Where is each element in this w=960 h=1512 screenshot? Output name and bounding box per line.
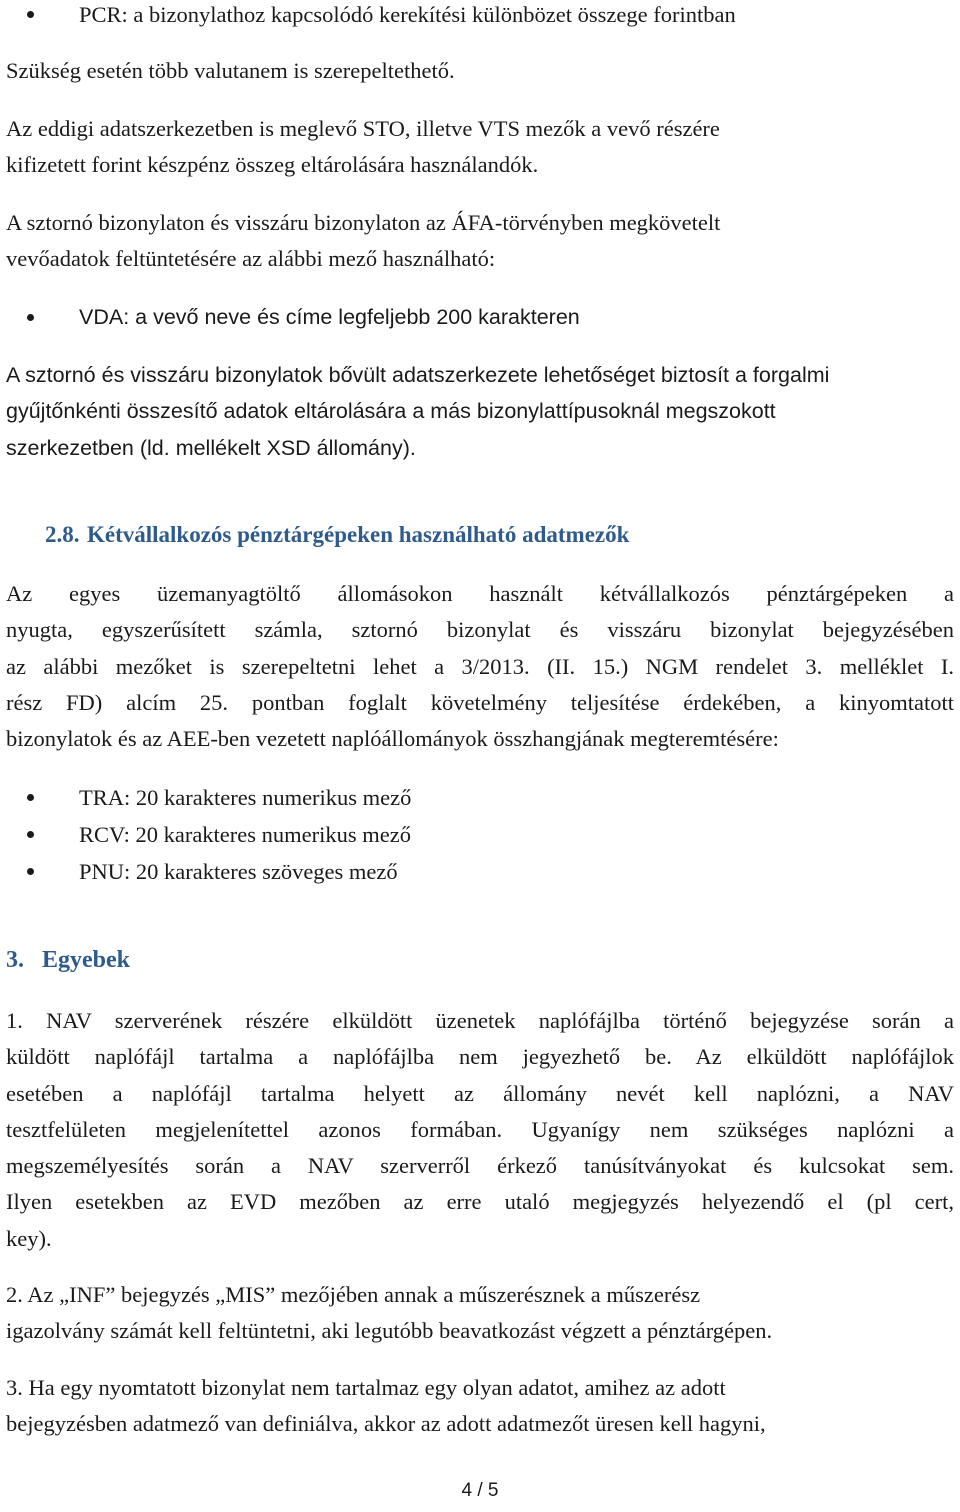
pcr-bullet-list (6, 0, 954, 33)
paragraph-ketvallalkozos: Az egyes üzemanyagtöltő állomásokon használt kétvállalkozós pénztárgépeken a nyugta, egyszerűsített számla, sztornó bizonylat és visszáru bizonylat bejegyzésében az alábbi mezőket is szerepeltetni lehet a 3/2013. (II. 15.) NGM rendelet 3. melléklet I. rész FD) alcím 25. pontban foglalt követelmény teljesítése érdekében, a kinyomtatott bizonylatok és az AEE-ben vezetett naplóállományok összhangjának megteremtésére: (6, 581, 954, 752)
vda-bullet-list (6, 299, 954, 336)
list-item: RCV: 20 karakteres numerikus mező (6, 816, 954, 853)
paragraph-valutanem: Szükség esetén több valutanem is szerepeltethető. (6, 58, 455, 83)
paragraph-item-2: 2. Az „INF” bejegyzés „MIS” mezőjében annak a műszerésznek a műszerész igazolvány számát kell feltüntetni, aki legutóbb beavatkozást végzett a pénztárgépen. (6, 1282, 773, 1344)
paragraph-item-1: 1. NAV szerverének részére elküldött üzenetek naplófájlba történő bejegyzése során a küldött naplófájl tartalma a naplófájlba nem jegyezhető be. Az elküldött naplófájlok esetében a naplófájl tartalma helyett az állomány nevét kell naplózni, a NAV tesztfelületen megjelenítettel azonos formában. Ugyanígy nem szükséges naplózni a megszemélyesítés során a NAV szerverről érkező tanúsítványokat és kulcsokat sem. Ilyen esetekben az EVD mezőben az erre utaló megjegyzés helyezendő el (pl cert, key). (6, 1008, 954, 1251)
list-item: PCR: a bizonylathoz kapcsolódó kerekítési különbözet összege forintban (6, 0, 954, 33)
paragraph-bovult: A sztornó és visszáru bizonylatok bővült adatszerkezete lehetőséget biztosít a forgalmi gyűjtőnkénti összesítő adatok eltárolására a más bizonylattípusoknál megszokott szerkezetben (ld. mellékelt XSD állomány). (6, 363, 830, 460)
bullet-icon (27, 831, 34, 838)
paragraph-item-3: 3. Ha egy nyomtatott bizonylat nem tartalmaz egy olyan adatot, amihez az adott bejegyzésben adatmező van definiálva, akkor az adott adatmezőt üresen kell hagyni, (6, 1375, 766, 1437)
list-item: PNU: 20 karakteres szöveges mező (6, 853, 954, 890)
page-number: 4 / 5 (461, 1480, 499, 1501)
list-item: VDA: a vevő neve és címe legfeljebb 200 karakteren (6, 299, 954, 336)
bullet-icon (27, 868, 34, 875)
section-heading-2-8: 2.8. Kétvállalkozós pénztárgépeken használható adatmezők (45, 522, 630, 547)
fields-bullet-list (6, 779, 954, 890)
paragraph-sto: Az eddigi adatszerkezetben is meglevő STO, illetve VTS mezők a vevő részére kifizetett forint készpénz összeg eltárolására használandók. (6, 116, 720, 178)
paragraph-sztorno-vevo: A sztornó bizonylaton és visszáru bizonylaton az ÁFA-törvényben megkövetelt vevőadatok feltüntetésére az alábbi mező használható: (6, 210, 721, 272)
bullet-icon (27, 314, 34, 321)
bullet-icon (27, 11, 34, 18)
list-item: TRA: 20 karakteres numerikus mező (6, 779, 954, 816)
bullet-icon (27, 794, 34, 801)
section-heading-3: 3. Egyebek (6, 947, 131, 973)
